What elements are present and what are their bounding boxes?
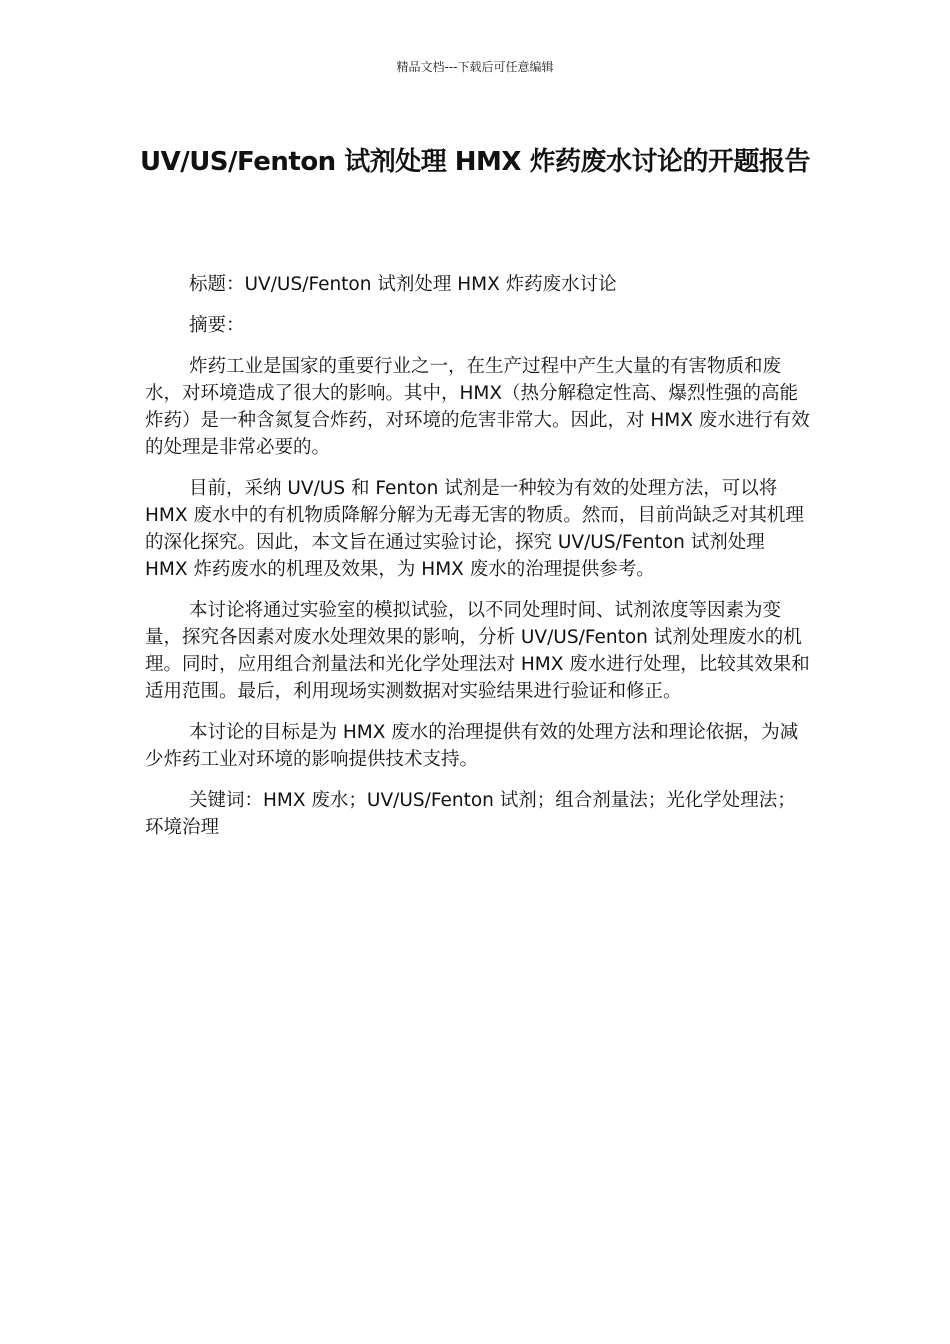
paragraph-research-plan: 本讨论将通过实验室的模拟试验，以不同处理时间、试剂浓度等因素为变量，探究各因素对废水处理效果的影响，分析 UV/US/Fenton 试剂处理废水的机理。同时，应用组合剂量法和光化学处理法对 HMX 废水进行处理，比较其效果和适用范围。最后，利用现场实测数据对实验结果进行验证和修正。 xyxy=(145,600,810,702)
paragraph-abstract-label: 摘要： xyxy=(189,315,245,336)
document-body xyxy=(145,271,810,855)
document-title: UV/US/Fenton 试剂处理 HMX 炸药废水讨论的开题报告 xyxy=(139,147,811,177)
header-note: 精品文档---下载后可任意编辑 xyxy=(396,60,554,74)
paragraph-heading-label: 标题：UV/US/Fenton 试剂处理 HMX 炸药废水讨论 xyxy=(189,274,617,295)
paragraph-keywords: 关键词：HMX 废水；UV/US/Fenton 试剂；组合剂量法；光化学处理法；环境治理 xyxy=(145,790,796,838)
paragraph-intro: 炸药工业是国家的重要行业之一，在生产过程中产生大量的有害物质和废水，对环境造成了很大的影响。其中，HMX（热分解稳定性高、爆烈性强的高能炸药）是一种含氮复合炸药，对环境的危害非常大。因此，对 HMX 废水进行有效的处理是非常必要的。 xyxy=(145,356,810,458)
paragraph-method: 目前，采纳 UV/US 和 Fenton 试剂是一种较为有效的处理方法，可以将 HMX 废水中的有机物质降解分解为无毒无害的物质。然而，目前尚缺乏对其机理的深化探究。因此，本文旨在通过实验讨论，探究 UV/US/Fenton 试剂处理 HMX 炸药废水的机理及效果，为 HMX 废水的治理提供参考。 xyxy=(145,478,804,580)
paragraph-goal: 本讨论的目标是为 HMX 废水的治理提供有效的处理方法和理论依据，为减少炸药工业对环境的影响提供技术支持。 xyxy=(145,722,799,770)
